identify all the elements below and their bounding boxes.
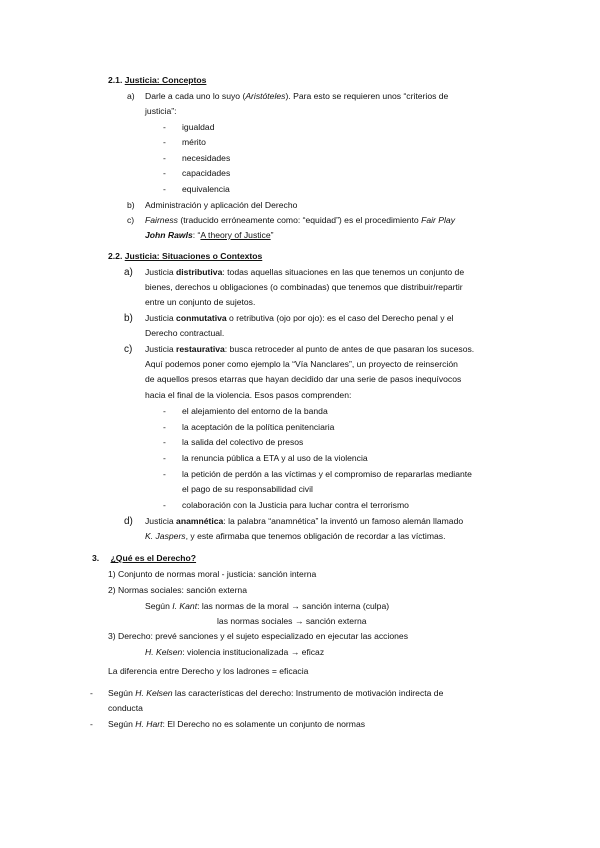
list-dash: - <box>163 500 166 510</box>
item-b-line2: Derecho contractual. <box>145 328 225 338</box>
item-d-line2: K. Jaspers, y este afirmaba que tenemos obligación de recordar a las víctimas. <box>145 531 446 541</box>
author-name: H. Kelsen <box>135 688 173 698</box>
point-1: 1) Conjunto de normas moral - justicia: sanción interna <box>108 569 317 579</box>
list-dash: - <box>163 168 166 178</box>
author-name: John Rawls <box>145 230 193 240</box>
kelsen-line: H. Kelsen: violencia institucionalizada → eficaz <box>145 647 325 657</box>
list-dash: - <box>163 137 166 147</box>
list-item: la renuncia pública a ETA y al uso de la violencia <box>182 453 368 463</box>
item-c-line4: hacia el final de la violencia. Esos pasos comprenden: <box>145 390 352 400</box>
list-item: el alejamiento del entorno de la banda <box>182 406 328 416</box>
kant-line2: las normas sociales → sanción externa <box>217 616 367 626</box>
bullet-dash: - <box>90 719 93 729</box>
item-c-cont: John Rawls: “A theory of Justice” <box>145 230 274 240</box>
item-a-text: Darle a cada uno lo suyo (Aristóteles). Para esto se requieren unos “criterios de <box>145 91 449 101</box>
item-c-line2: Aquí podemos poner como ejemplo la “Vía Nanclares”, un proyecto de reinserción <box>145 359 458 369</box>
item-a-line3: entre un conjunto de sujetos. <box>145 297 256 307</box>
bullet-hart: Según H. Hart: El Derecho no es solamente un conjunto de normas <box>108 719 366 729</box>
bullet-kelsen-cont: conducta <box>108 703 143 713</box>
author-name: K. Jaspers <box>145 531 186 541</box>
list-item: equivalencia <box>182 184 230 194</box>
item-a-line2: bienes, derechos u obligaciones (o combinadas) que tenemos que distribuir/repartir <box>145 282 463 292</box>
item-c-line1: Justicia restaurativa: busca retroceder al punto de antes de que pasaran los sucesos. <box>145 344 475 354</box>
list-item: la salida del colectivo de presos <box>182 437 304 447</box>
section-title: ¿Qué es el Derecho? <box>110 553 197 563</box>
item-a-cont: justicia”: <box>145 106 177 116</box>
item-b-line1: Justicia conmutativa o retributiva (ojo por ojo): es el caso del Derecho penal y el <box>145 313 454 323</box>
list-item: la petición de perdón a las víctimas y el compromiso de repararlas mediante <box>182 469 472 479</box>
item-d-line1: Justicia anamnética: la palabra “anamnética” la inventó un famoso alemán llamado <box>145 516 464 526</box>
list-item: colaboración con la Justicia para luchar contra el terrorismo <box>182 500 409 510</box>
author-name: H. Kelsen <box>145 647 183 657</box>
item-c-line3: de aquellos presos etarras que hayan decidido dar una serie de pasos inequívocos <box>145 374 462 384</box>
item-marker: a) <box>127 91 135 101</box>
item-marker: b) <box>124 313 133 324</box>
author-name: Aristóteles <box>245 91 286 101</box>
list-dash: - <box>163 406 166 416</box>
item-marker: c) <box>124 344 133 355</box>
list-item: capacidades <box>182 168 231 178</box>
list-dash: - <box>163 469 166 479</box>
section-number: 2.1. <box>108 75 123 85</box>
point-2: 2) Normas sociales: sanción externa <box>108 585 247 595</box>
list-item-cont: el pago de su responsabilidad civil <box>182 484 313 494</box>
kant-line1: Según I. Kant: las normas de la moral → sanción interna (culpa) <box>145 601 390 611</box>
section-title: Justicia: Situaciones o Contextos <box>124 251 263 261</box>
list-item: necesidades <box>182 153 231 163</box>
author-name: I. Kant <box>172 601 198 611</box>
item-marker: b) <box>127 200 135 210</box>
section-2-1-heading <box>108 73 206 88</box>
list-dash: - <box>163 184 166 194</box>
section-number: 3. <box>92 553 100 563</box>
bullet-kelsen: Según H. Kelsen las características del derecho: Instrumento de motivación indirecta de <box>108 688 444 698</box>
section-number: 2.2. <box>108 251 123 261</box>
item-marker: a) <box>124 267 133 278</box>
book-title: A theory of Justice <box>200 230 271 240</box>
item-marker: c) <box>127 215 135 225</box>
item-c-text: Fairness (traducido erróneamente como: “equidad”) es el procedimiento Fair Play <box>145 215 455 225</box>
list-item: igualdad <box>182 122 215 132</box>
item-marker: d) <box>124 516 133 527</box>
item-a-line1: Justicia distributiva: todas aquellas situaciones en las que tenemos un conjunto de <box>145 267 465 277</box>
author-name: H. Hart <box>135 719 163 729</box>
item-b-text: Administración y aplicación del Derecho <box>145 200 298 210</box>
list-dash: - <box>163 122 166 132</box>
list-dash: - <box>163 453 166 463</box>
point-3: 3) Derecho: prevé sanciones y el sujeto especializado en ejecutar las acciones <box>108 631 408 641</box>
list-dash: - <box>163 153 166 163</box>
bullet-dash: - <box>90 688 93 698</box>
section-title: Justicia: Conceptos <box>124 75 207 85</box>
list-dash: - <box>163 437 166 447</box>
section-3-heading <box>92 551 196 566</box>
list-item: la aceptación de la política penitenciaria <box>182 422 335 432</box>
list-dash: - <box>163 422 166 432</box>
section-2-2-heading <box>108 249 262 264</box>
list-item: mérito <box>182 137 206 147</box>
diferencia-line: La diferencia entre Derecho y los ladrones = eficacia <box>108 666 309 676</box>
